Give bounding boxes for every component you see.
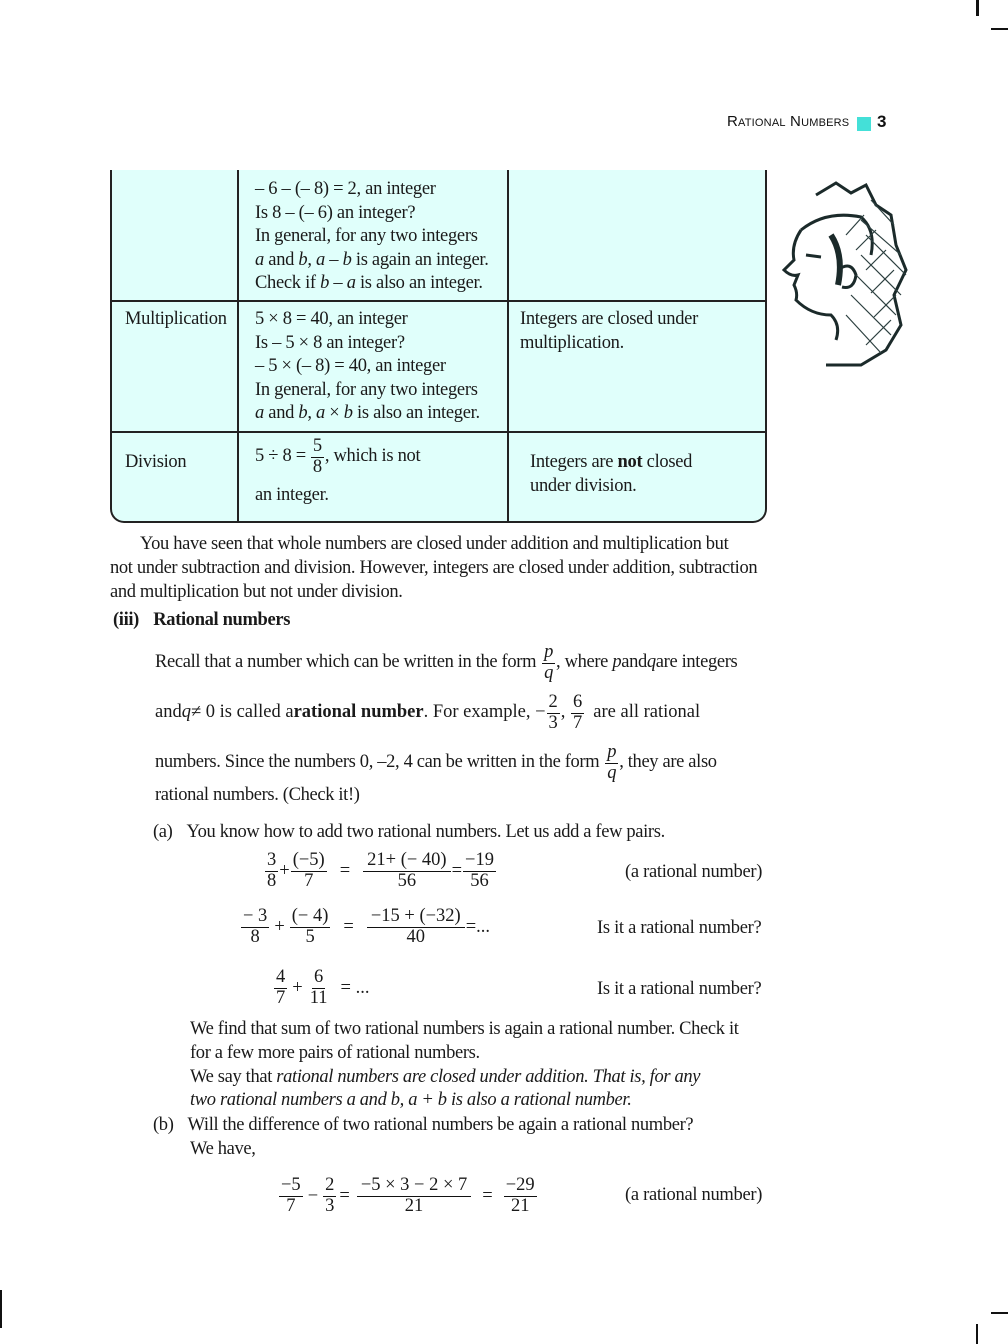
boy-profile-icon: [776, 175, 911, 370]
division-tail: , which is not: [324, 446, 421, 467]
table-divider: [112, 300, 765, 302]
table-cell-examples: [255, 308, 480, 426]
header-accent-square: [857, 117, 871, 131]
crop-mark: [0, 1290, 2, 1328]
crop-mark: [976, 1324, 978, 1344]
fraction-numerator: 5: [312, 436, 322, 457]
table-divider: [237, 170, 239, 521]
table-example-line: a and b, a – b is again an integer.: [255, 249, 489, 270]
fraction-p-over-q: $\frac{p}{q}$: [607, 742, 617, 783]
table-divider: [507, 170, 509, 521]
division-lhs: 5 ÷ 8 =: [255, 446, 306, 467]
definition-line-3: numbers. Since the numbers 0, –2, 4 can be written in the form $\frac{p}{q}$ , they are also: [155, 742, 717, 783]
equation-note: Is it a rational number?: [597, 918, 762, 938]
crop-mark: [991, 28, 1008, 30]
paragraph-line: You have seen that whole numbers are closed under addition and multiplication but: [140, 534, 729, 554]
remark-line: Integers are not closed: [530, 452, 693, 472]
part-b-question: (b) Will the difference of two rational numbers be again a rational number?: [153, 1115, 694, 1135]
equation-note: Is it a rational number?: [597, 979, 762, 999]
crop-mark: [991, 1312, 1008, 1314]
remark-line: Integers are closed under: [520, 309, 698, 329]
section-number: (iii): [113, 610, 139, 630]
remark-line: multiplication.: [520, 332, 624, 353]
remark-line: under division.: [530, 475, 637, 496]
table-example-line: In general, for any two integers: [255, 379, 478, 400]
table-example-line: 5 × 8 = 40, an integer: [255, 309, 408, 329]
part-label: (a): [153, 822, 173, 842]
part-a-conclusion: We find that sum of two rational numbers is again a rational number. Check it for a few more pairs of rational numbers. We say that rational numbers are closed under addition. That is, for any two rational numbers a and b, a + b is also a rational number.: [190, 1019, 739, 1111]
paragraph-line: not under subtraction and division. However, integers are closed under addition, subtraction: [110, 557, 758, 578]
part-label: (b): [153, 1115, 174, 1135]
table-example-line: Is – 5 × 8 an integer?: [255, 332, 405, 353]
summary-paragraph: [110, 533, 757, 604]
crop-mark: [976, 0, 979, 16]
definition-line-1: Recall that a number which can be written in the form $\frac{p}{q}$ , where p and q are integers: [155, 642, 738, 683]
definition-line-2: and q ≠ 0 is called a rational number . For example, − $\frac{2}{3}$ , $\frac{6}{7}$ are all rational: [155, 692, 701, 733]
table-divider: [112, 431, 765, 433]
integer-closure-table: [110, 170, 767, 523]
section-title: Rational numbers: [153, 610, 291, 630]
definition-line-4: rational numbers. (Check it!): [155, 785, 360, 805]
part-b-we-have: We have,: [190, 1139, 256, 1159]
subtraction-equation: $\frac{-5}{7}$ − $\frac{2}{3}$ = $\frac{-5 \times 3 - 2 \times 7}{21}$ = $\frac{-29}{21}$: [281, 1175, 535, 1216]
boy-thinking-illustration: [776, 175, 911, 370]
table-example-line: In general, for any two integers: [255, 226, 478, 247]
table-example-line: an integer.: [255, 485, 329, 505]
equation-note: (a rational number): [625, 1185, 763, 1205]
table-cell-examples: [255, 434, 420, 508]
table-example-line: a and b, a × b is also an integer.: [255, 403, 480, 424]
section-heading: [113, 609, 290, 633]
table-cell-operation: Multiplication: [125, 309, 227, 329]
addition-equation-3: $\frac{4}{7}$ + $\frac{6}{11}$ = ...: [276, 967, 370, 1008]
fraction-example-2: $\frac{6}{7}$: [573, 692, 583, 733]
paragraph-line: and multiplication but not under division.: [110, 581, 403, 602]
table-example-line: Is 8 – (– 6) an integer?: [255, 202, 416, 223]
table-cell-remark: [520, 308, 698, 355]
table-example-line: – 6 – (– 8) = 2, an integer: [255, 179, 436, 199]
fraction: [311, 437, 324, 477]
fraction-example-1: $\frac{2}{3}$: [548, 692, 558, 733]
fraction-denominator: 8: [312, 456, 322, 477]
running-title: Rational Numbers: [727, 113, 850, 130]
table-cell-examples: [255, 178, 489, 296]
addition-equation-1: $\frac{3}{8}$ + $\frac{(-5)}{7}$ = $\frac{21+ (- 40)}{56}$ = $\frac{-19}{56}$: [267, 850, 494, 891]
fraction-p-over-q: $\frac{p}{q}$: [544, 642, 554, 683]
table-example-line: – 5 × (– 8) = 40, an integer: [255, 356, 446, 377]
table-cell-remark: [530, 451, 692, 498]
page-number: 3: [877, 112, 887, 131]
equation-note: (a rational number): [625, 862, 763, 882]
table-example-line: Check if b – a is also an integer.: [255, 273, 483, 294]
table-cell-operation: Division: [125, 452, 187, 472]
addition-equation-2: $\frac{- 3}{8}$ + $\frac{(- 4)}{5}$ = $\frac{-15 + (-32)}{40}$ =...: [243, 906, 491, 947]
part-a-intro: (a) You know how to add two rational numbers. Let us add a few pairs.: [153, 822, 665, 842]
